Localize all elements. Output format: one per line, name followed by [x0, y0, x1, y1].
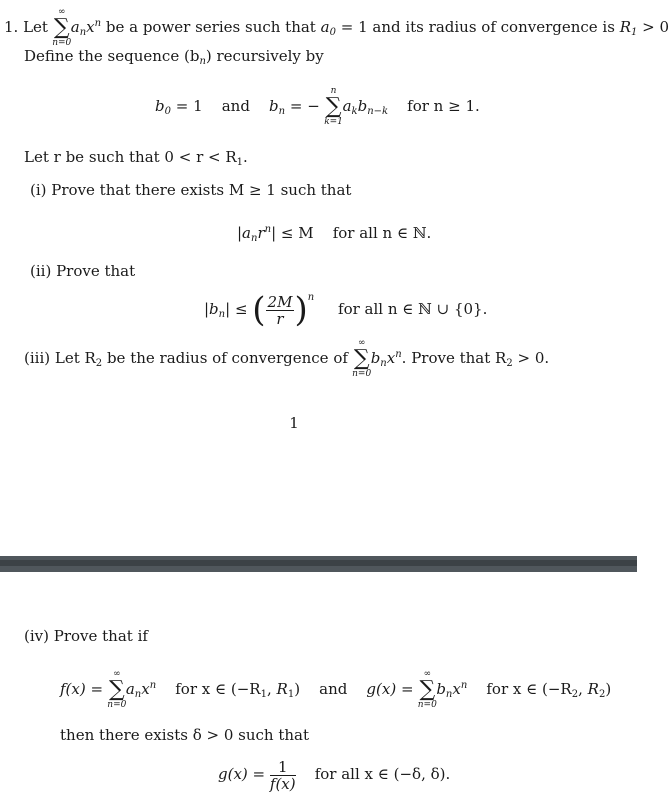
part-ii-denominator: r — [276, 309, 284, 328]
page-separator — [0, 556, 637, 572]
recursion-condition: for n ≥ 1. — [407, 97, 480, 115]
part-iii-mid: be the radius of convergence of — [106, 349, 348, 367]
g-domain: for x ∈ (−R — [486, 680, 572, 698]
define-line: Define the sequence $(b_n)$ recursively by — [24, 47, 324, 67]
part-i-inequality: $|a_nr^n| \le M$ for all n ∈ ℕ. — [237, 224, 432, 244]
problem-number: 1. — [4, 18, 19, 36]
final-condition: for all x ∈ (−δ, δ). — [314, 765, 451, 783]
sum-symbol: ∞ ∑ n=0 — [52, 7, 72, 48]
b0-value: = 1 — [175, 97, 203, 115]
part-i-bound: | ≤ M — [271, 224, 314, 242]
part-ii-numerator: 2M — [267, 292, 293, 311]
and-text: and — [221, 97, 250, 115]
final-lhs: g(x) = — [218, 765, 266, 783]
gt-zero: > 0 — [642, 18, 669, 36]
sum-symbol: ∞ ∑ n=0 — [352, 338, 372, 379]
part-iv-label: (iv) Prove that if — [24, 627, 148, 645]
g-definition-lhs: g(x) = — [366, 680, 414, 698]
part-iii-line: (iii) Let $R_2$ be the radius of convergence of ∞ ∑ n=0 $b_nx^n$. Prove that $R_2 > 0$. — [24, 338, 550, 379]
and-text: and — [319, 680, 348, 698]
document-page-2 — [0, 572, 637, 796]
intro-rest: be a power series such that — [105, 18, 316, 36]
let-r-line: Let r be such that $0 < r < R_1$. — [24, 148, 248, 168]
let-r-end: . — [243, 148, 248, 166]
part-i-label: (i) Prove that there exists M ≥ 1 such that — [30, 181, 352, 199]
problem-statement-line: 1. Let ∞ ∑ n=0 $a_nx^n$ be a power series such that $a_0 = 1$ and its radius of convergence is $R_1 > 0$ — [4, 7, 669, 48]
final-denominator: f(x) — [269, 774, 296, 793]
part-ii-label: (ii) Prove that — [30, 262, 136, 280]
part-iii-label: (iii) Let R — [24, 349, 96, 367]
part-i-condition: for all n ∈ ℕ. — [332, 224, 432, 242]
part-ii-condition: for all n ∈ ℕ ∪ {0}. — [338, 300, 488, 318]
page-number: 1 — [289, 414, 299, 432]
part-iii-end: . Prove that R — [401, 349, 507, 367]
sum-symbol: n ∑ k=1 — [324, 86, 343, 127]
part-iv-definitions: f(x) = ∞ ∑ n=0 $a_nx^n$ for x ∈ ($-R_1$, $R_1$) and g(x) = ∞ ∑ n=0 $b_nx^n$ for x ∈ ($-R_2$, $R_2$) — [60, 669, 612, 710]
part-ii-inequality: $|b_n|$ ≤ ( $\frac{2M}{r}$ )$^n$ for all n ∈ ℕ ∪ {0}. — [204, 290, 488, 330]
a0-condition: = 1 and its radius of convergence is — [340, 18, 615, 36]
let-r-text: Let r be such that 0 < r < R — [24, 148, 237, 166]
let-text: Let — [23, 18, 48, 36]
recursion-formula: $b_0 = 1$ and $b_n$ = − n ∑ k=1 $a_kb_{n-k}$ for n ≥ 1. — [155, 86, 480, 127]
f-definition-lhs: f(x) = — [60, 680, 104, 698]
define-end: ) recursively by — [205, 47, 324, 65]
part-iv-then: then there exists δ > 0 such that — [60, 726, 309, 744]
bn-equals: = − — [289, 97, 320, 115]
sum-symbol: ∞ ∑ n=0 — [417, 669, 437, 710]
part-iii-gt: > 0. — [517, 349, 550, 367]
part-iv-final — [218, 756, 450, 792]
f-domain: for x ∈ (−R — [175, 680, 261, 698]
final-numerator: 1 — [270, 759, 296, 776]
sum-symbol: ∞ ∑ n=0 — [107, 669, 127, 710]
define-text: Define the sequence (b — [24, 47, 200, 65]
